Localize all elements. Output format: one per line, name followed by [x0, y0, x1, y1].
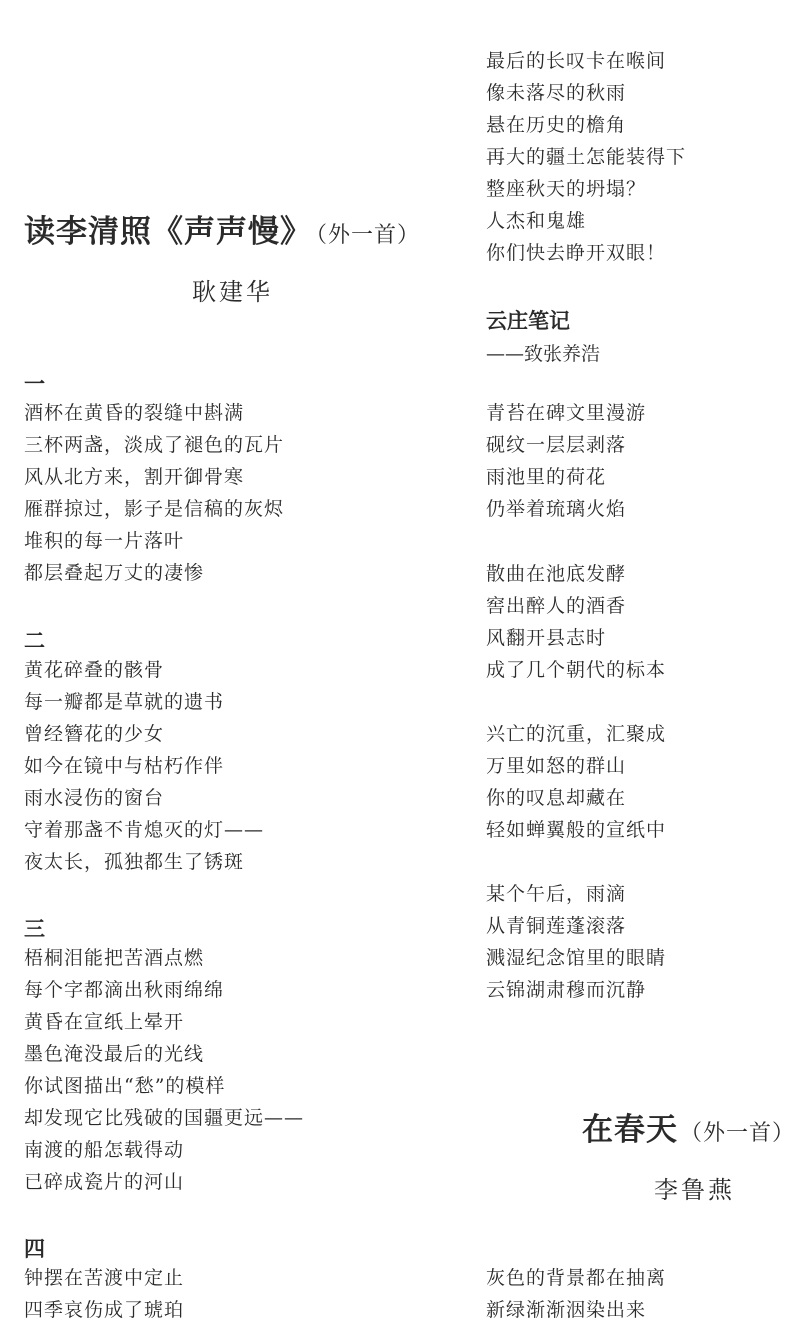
poem2-stanza-3 — [486, 718, 666, 846]
poem-line: 云锦湖肃穆而沉静 — [486, 979, 647, 1001]
poem3-author: 李鲁燕 — [654, 1176, 735, 1204]
section-1-lines — [24, 397, 284, 589]
poem-line: 夜太长，孤独都生了锈斑 — [24, 851, 245, 873]
poem-line: 万里如怒的群山 — [486, 755, 627, 777]
poem-line: 你试图描出“愁”的模样 — [24, 1075, 226, 1097]
section-3-lines — [24, 942, 304, 1198]
section-heading-4: 四 — [24, 1237, 45, 1261]
poem-line: 最后的长叹卡在喉间 — [486, 50, 667, 72]
poem-line: 酒杯在黄昏的裂缝中斟满 — [24, 402, 245, 424]
poem-line: 墨色淹没最后的光线 — [24, 1043, 205, 1065]
poem-author: 耿建华 — [192, 278, 273, 306]
poem-line: 如今在镜中与枯朽作伴 — [24, 755, 225, 777]
poem-line: 青苔在碑文里漫游 — [486, 402, 647, 424]
poem3-title-block — [582, 1104, 795, 1149]
poem-line: 曾经簪花的少女 — [24, 723, 165, 745]
poem2-stanza-4 — [486, 878, 666, 1006]
poem-line: 再大的疆土怎能装得下 — [486, 146, 687, 168]
poem-line: 风从北方来，割开御骨寒 — [24, 466, 245, 488]
poem2-title: 云庄笔记 — [486, 309, 570, 333]
poem-line: 却发现它比残破的国疆更远—— — [24, 1107, 305, 1129]
poem3-title: 在春天 — [582, 1112, 678, 1148]
poem-line: 已碎成瓷片的河山 — [24, 1171, 185, 1193]
poem-line: 南渡的船怎载得动 — [24, 1139, 185, 1161]
poem-line: 某个午后，雨滴 — [486, 883, 627, 905]
poem-title-suffix: （外一首） — [316, 223, 421, 248]
section-heading-3: 三 — [24, 917, 45, 941]
poem-line: 成了几个朝代的标本 — [486, 659, 667, 681]
poem-line: 新绿渐渐洇染出来 — [486, 1299, 647, 1321]
poem-line: 雁群掠过，影子是信稿的灰烬 — [24, 498, 285, 520]
poem-line: 雨水浸伤的窗台 — [24, 787, 165, 809]
poem-line: 堆积的每一片落叶 — [24, 530, 185, 552]
poem-line: 梧桐泪能把苦酒点燃 — [24, 947, 205, 969]
poem2-stanza-1 — [486, 397, 646, 525]
poem-line: 你们快去睁开双眼！ — [486, 242, 667, 264]
intro-lines — [486, 45, 686, 269]
poem-line: 整座秋天的坍塌？ — [486, 178, 647, 200]
poem-line: 雨池里的荷花 — [486, 466, 607, 488]
poem-line: 四季哀伤成了琥珀 — [24, 1299, 185, 1321]
poem-line: 风翻开县志时 — [486, 627, 607, 649]
poem2-stanza-2 — [486, 558, 666, 686]
poem2-dedication: ——致张养浩 — [486, 343, 601, 365]
poem-line: 悬在历史的檐角 — [486, 114, 627, 136]
poem-line: 人杰和鬼雄 — [486, 210, 587, 232]
poem-line: 每一瓣都是草就的遗书 — [24, 691, 225, 713]
poem-line: 灰色的背景都在抽离 — [486, 1267, 667, 1289]
poem-line: 你的叹息却藏在 — [486, 787, 627, 809]
poem-line: 仍举着琉璃火焰 — [486, 498, 627, 520]
poem-line: 兴亡的沉重，汇聚成 — [486, 723, 667, 745]
poem-line: 黄昏在宣纸上晕开 — [24, 1011, 185, 1033]
poem-line: 散曲在池底发酵 — [486, 563, 627, 585]
poem-line: 砚纹一层层剥落 — [486, 434, 627, 456]
poem-line: 每个字都滴出秋雨绵绵 — [24, 979, 225, 1001]
poem-line: 都层叠起万丈的凄惨 — [24, 562, 205, 584]
poem-line: 轻如蝉翼般的宣纸中 — [486, 819, 667, 841]
poem3-title-suffix: （外一首） — [680, 1121, 796, 1146]
poem-title-block — [24, 206, 420, 251]
poem-line: 从青铜莲蓬滚落 — [486, 915, 627, 937]
poem-line: 像未落尽的秋雨 — [486, 82, 627, 104]
poem-line: 黄花碎叠的骸骨 — [24, 659, 165, 681]
poem-line: 守着那盏不肯熄灭的灯—— — [24, 819, 265, 841]
section-2-lines — [24, 654, 264, 878]
poem-line: 溅湿纪念馆里的眼睛 — [486, 947, 667, 969]
poem-line: 窖出醉人的酒香 — [486, 595, 627, 617]
poem-title: 读李清照《声声慢》 — [24, 214, 312, 250]
section-heading-1: 一 — [24, 372, 45, 396]
poem3-lines — [486, 1262, 666, 1326]
poem-line: 钟摆在苦渡中定止 — [24, 1267, 185, 1289]
section-4-lines — [24, 1262, 184, 1326]
section-heading-2: 二 — [24, 629, 45, 653]
poem-line: 三杯两盏，淡成了褪色的瓦片 — [24, 434, 285, 456]
